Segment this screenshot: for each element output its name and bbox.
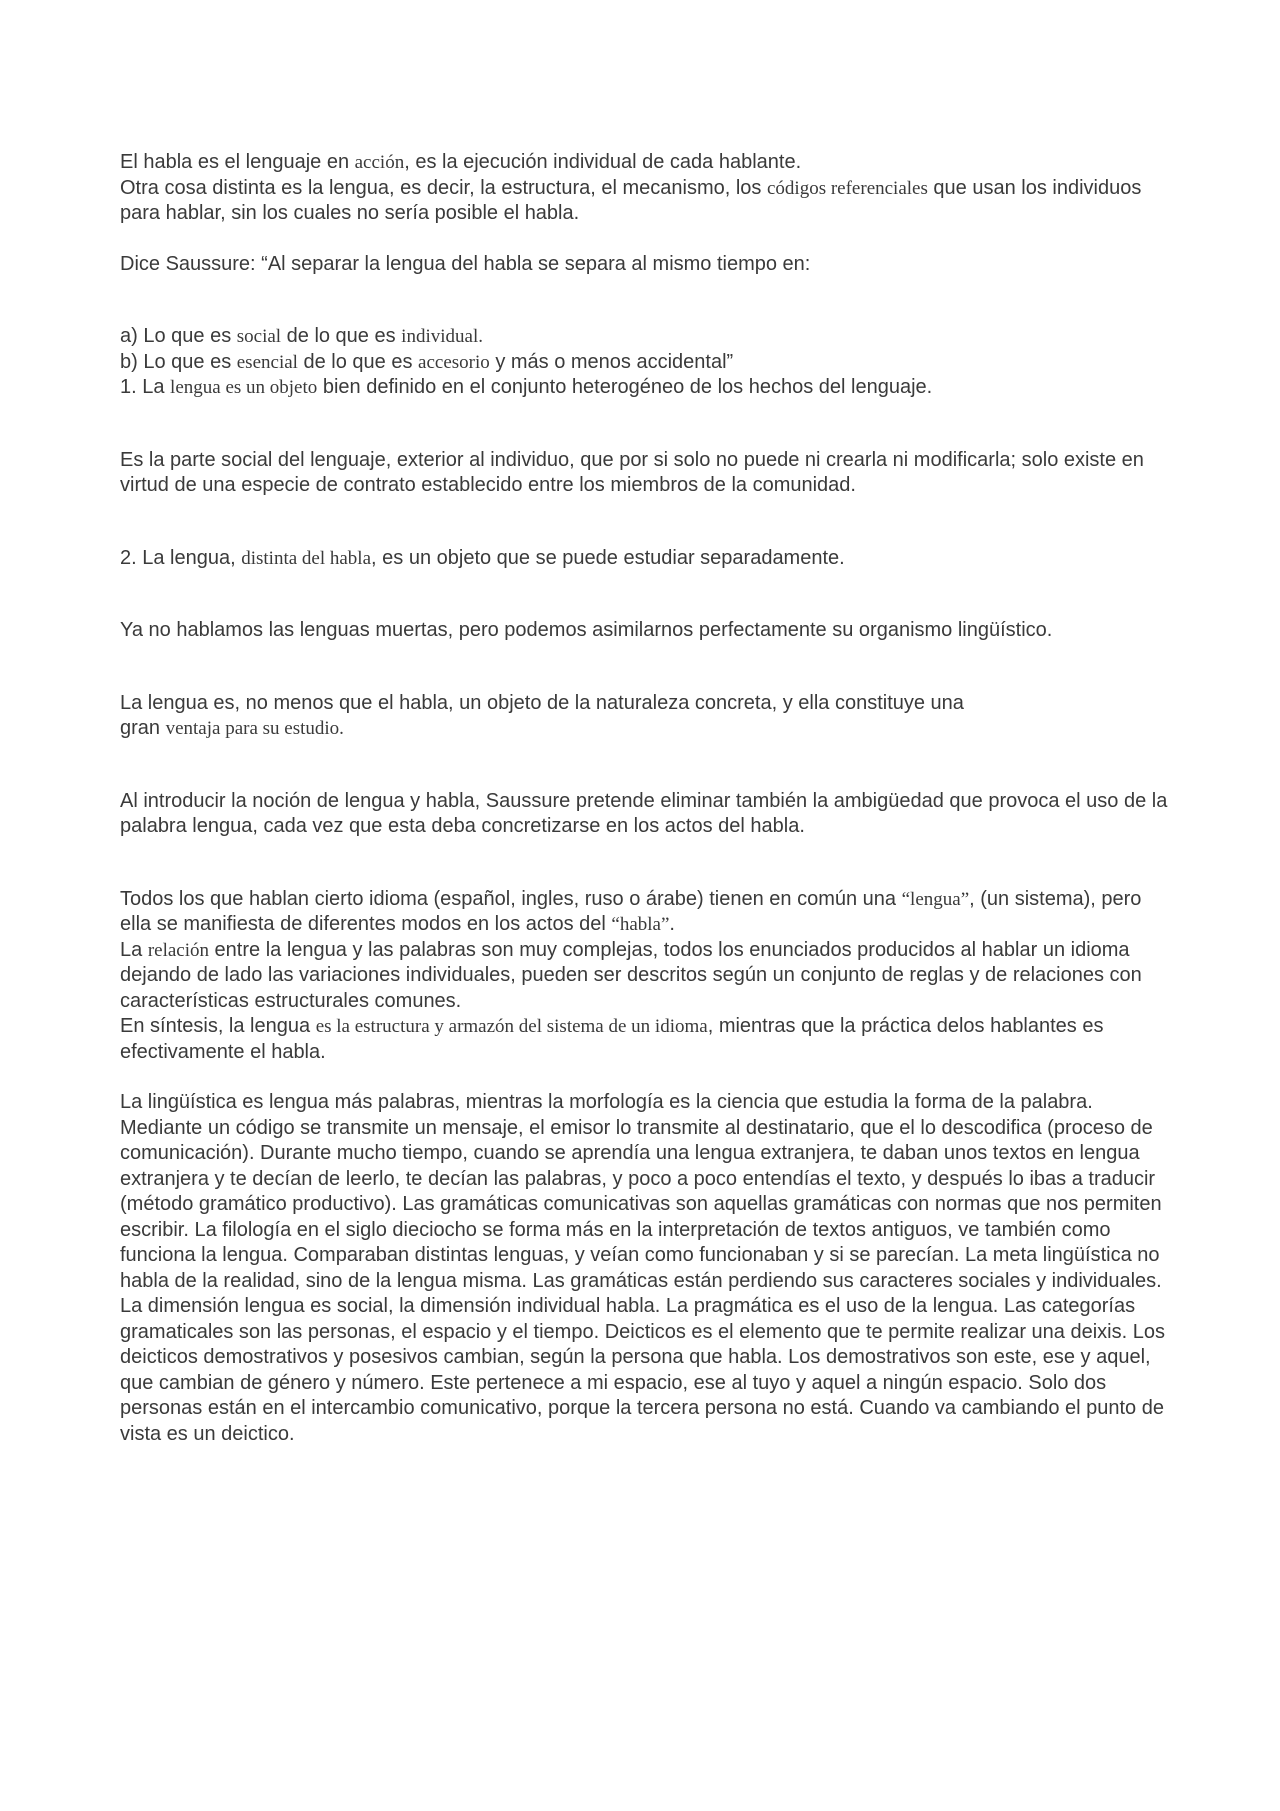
paragraph-social-part: Es la parte social del lenguaje, exterior al individuo, que por si solo no puede ni crearla ni modificarla; solo existe en virtud de una especie de contrato establecido entre los miembros de la comunidad. <box>120 448 1144 496</box>
paragraph-common-language: Todos los que hablan cierto idioma (español, ingles, ruso o árabe) tienen en común una “lengua”, (un sistema), pero ella se manifiesta de diferentes modos en los actos del “habla”. <box>120 887 1142 935</box>
spacer <box>120 669 1170 691</box>
spacer <box>120 840 1170 865</box>
spacer <box>120 401 1170 426</box>
paragraph-saussure-quote: Dice Saussure: “Al separar la lengua del habla se separa al mismo tiempo en: <box>120 252 811 275</box>
paragraph-synthesis: En síntesis, la lengua es la estructura y armazón del sistema de un idioma, mientras que la práctica delos hablantes es efectivamente el habla. <box>120 1015 1104 1063</box>
spacer <box>120 302 1170 324</box>
spacer <box>120 227 1170 252</box>
paragraph-ambiguity: Al introducir la noción de lengua y habla, Saussure pretende eliminar también la ambigüedad que provoca el uso de la palabra lengua, cada vez que esta deba concretizarse en los actos del habla. <box>120 789 1168 837</box>
paragraph-habla-definition: El habla es el lenguaje en acción, es la ejecución individual de cada hablante. <box>120 151 802 173</box>
spacer <box>120 524 1170 546</box>
spacer <box>120 499 1170 524</box>
numbered-item-2: 2. La lengua, distinta del habla, es un objeto que se puede estudiar separadamente. <box>120 546 845 569</box>
paragraph-concrete-object: La lengua es, no menos que el habla, un objeto de la naturaleza concreta, y ella constituye una gran ventaja para su estudio. <box>120 691 964 739</box>
paragraph-linguistics: La lingüística es lengua más palabras, mientras la morfología es la ciencia que estudia la forma de la palabra. Mediante un código se transmite un mensaje, el emisor lo transmite al destinatario, que el lo descodifica (proceso de comunicación). Durante mucho tiempo, cuando se aprendía una lengua extranjera, te daban unos textos en lengua extranjera y te decían de leerlo, te decían las palabras, y poco a poco entendías el texto, y después lo ibas a traducir (método gramático productivo). Las gramáticas comunicativas son aquellas gramáticas con normas que nos permiten escribir. La filología en el siglo dieciocho se forma más en la interpretación de textos antiguos, ve también como funciona la lengua. Comparaban distintas lenguas, y veían como funcionaban y si se parecían. La meta lingüística no habla de la realidad, sino de la lengua misma. Las gramáticas están perdiendo sus caracteres sociales y individuales. La dimensión lengua es social, la dimensión individual habla. La pragmática es el uso de la lengua. Las categorías gramaticales son las personas, el espacio y el tiempo. Deicticos es el elemento que te permite realizar una deixis. Los deicticos demostrativos y posesivos cambian, según la persona que habla. Los demostrativos son este, ese y aquel, que cambian de género y número. Este pertenece a mi espacio, ese al tuyo y aquel a ningún espacio. Solo dos personas están en el intercambio comunicativo, porque la tercera persona no está. Cuando va cambiando el punto de vista es un deictico. <box>120 1091 1165 1445</box>
numbered-item-1: 1. La lengua es un objeto bien definido en el conjunto heterogéneo de los hechos del lenguaje. <box>120 376 933 398</box>
paragraph-lengua-definition: Otra cosa distinta es la lengua, es decir, la estructura, el mecanismo, los códigos referenciales que usan los individuos para hablar, sin los cuales no sería posible el habla. <box>120 176 1142 224</box>
spacer <box>120 596 1170 618</box>
spacer <box>120 644 1170 669</box>
spacer <box>120 1065 1170 1090</box>
list-item-a: a) Lo que es social de lo que es individual. <box>120 325 483 347</box>
spacer <box>120 742 1170 767</box>
spacer <box>120 767 1170 789</box>
spacer <box>120 865 1170 887</box>
document-page <box>120 150 1170 1447</box>
paragraph-dead-languages: Ya no hablamos las lenguas muertas, pero podemos asimilarnos perfectamente su organismo lingüístico. <box>120 619 1053 641</box>
spacer <box>120 277 1170 302</box>
spacer <box>120 571 1170 596</box>
list-item-b: b) Lo que es esencial de lo que es accesorio y más o menos accidental” <box>120 350 734 373</box>
spacer <box>120 426 1170 448</box>
paragraph-relation: La relación entre la lengua y las palabras son muy complejas, todos los enunciados producidos al hablar un idioma dejando de lado las variaciones individuales, pueden ser descritos según un conjunto de reglas y de relaciones con características estructurales comunes. <box>120 938 1142 1012</box>
